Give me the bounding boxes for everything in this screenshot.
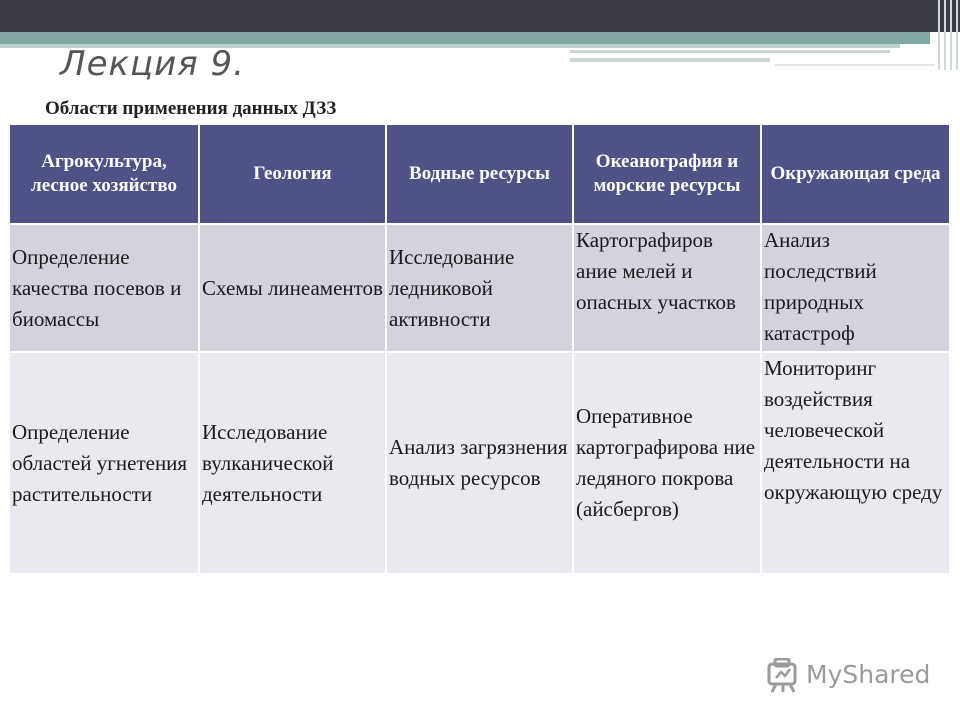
- slide-title: Лекция 9.: [60, 44, 245, 84]
- table-cell: Анализ загрязнения водных ресурсов: [386, 352, 573, 573]
- header-geology: Геология: [199, 125, 386, 224]
- applications-table: [10, 125, 949, 573]
- myshared-watermark: [766, 656, 936, 696]
- header-oceanography: Океанография и морские ресурсы: [573, 125, 761, 224]
- table-cell: Картографиров ание мелей и опасных участков: [573, 224, 761, 352]
- header-agriculture: Агрокультура, лесное хозяйство: [10, 125, 199, 224]
- table-cell: Исследование вулканической деятельности: [199, 352, 386, 573]
- table-row: [10, 352, 949, 573]
- table-cell: Определение областей угнетения растительности: [10, 352, 199, 573]
- table-cell: Анализ последствий природных катастроф: [761, 224, 949, 352]
- decor-vertical-lines: [934, 0, 960, 70]
- slide-accent-bar: [0, 32, 930, 44]
- table-row: [10, 224, 949, 352]
- decor-stripe: [775, 64, 935, 66]
- myshared-logo-icon: [766, 658, 800, 694]
- table-cell: Оперативное картографирова ние ледяного покрова (айсбергов): [573, 352, 761, 573]
- table-cell: Схемы линеаментов: [199, 224, 386, 352]
- table-cell: Определение качества посевов и биомассы: [10, 224, 199, 352]
- table-cell: Исследование ледниковой активности: [386, 224, 573, 352]
- slide-subtitle: Области применения данных ДЗЗ: [45, 98, 337, 119]
- header-water-resources: Водные ресурсы: [386, 125, 573, 224]
- table-header-row: [10, 125, 949, 224]
- watermark-text: MyShared: [806, 660, 931, 689]
- table-cell: Мониторинг воздействия человеческой деятельности на окружающую среду: [761, 352, 949, 573]
- decor-stripe: [570, 50, 890, 53]
- slide-top-bar: [0, 0, 960, 32]
- header-environment: Окружающая среда: [761, 125, 949, 224]
- decor-stripe: [570, 58, 770, 62]
